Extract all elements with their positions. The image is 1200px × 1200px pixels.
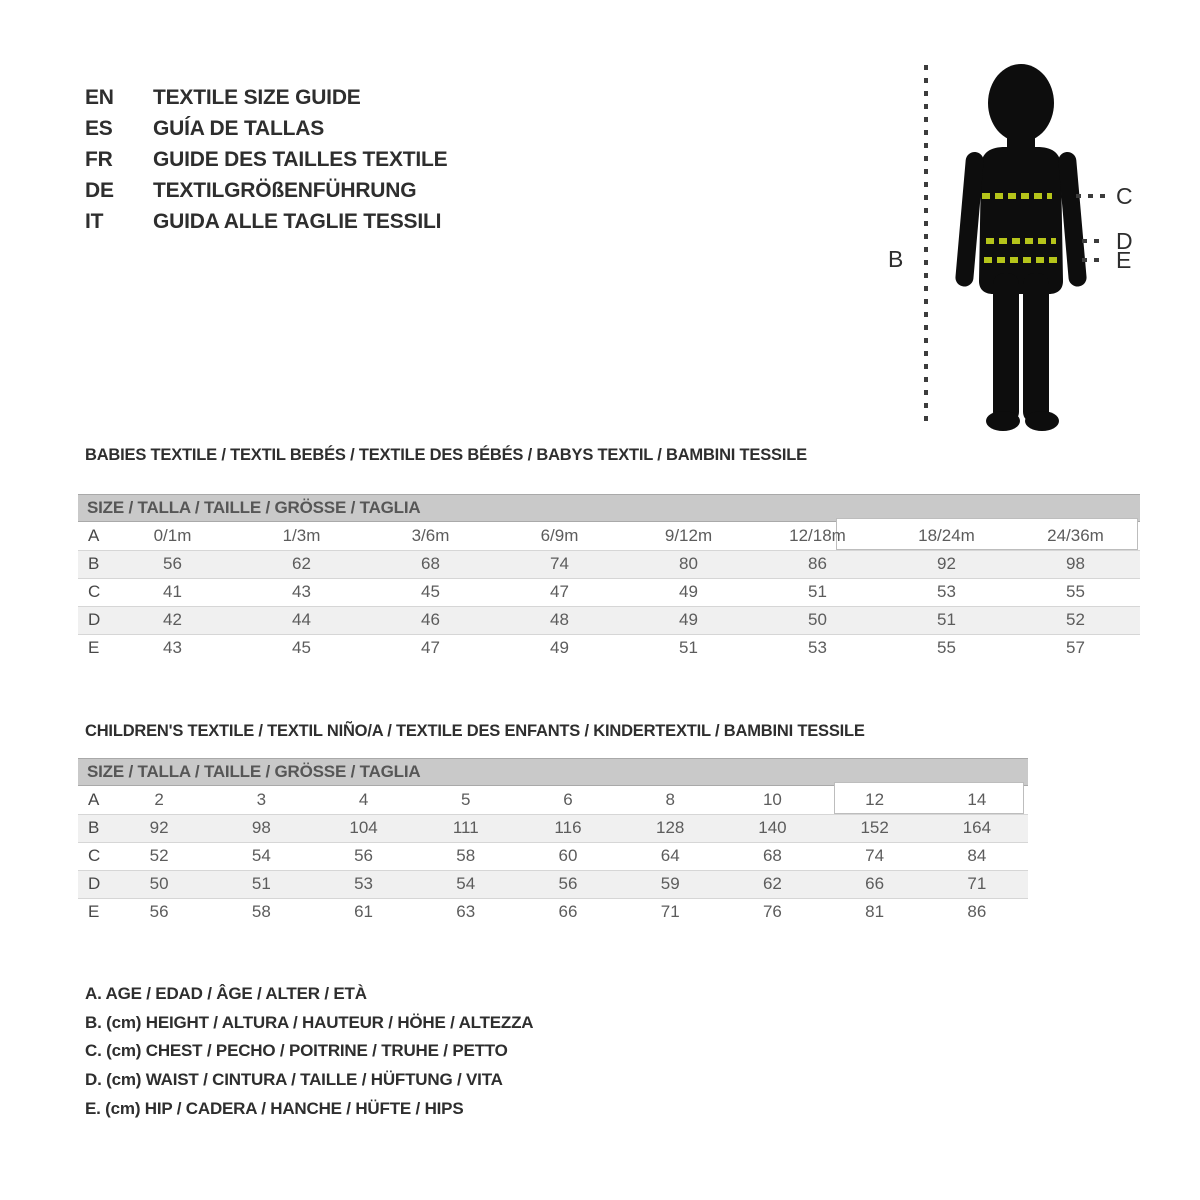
size-value-cell: 164: [926, 814, 1028, 842]
size-value-cell: 3: [256, 789, 267, 809]
size-value-cell: 6/9m: [540, 525, 579, 545]
babies-table-title: BABIES TEXTILE / TEXTIL BEBÉS / TEXTILE DES BÉBÉS / BABYS TEXTIL / BAMBINI TESSILE: [85, 446, 807, 464]
row-letter-label: D: [78, 870, 108, 898]
size-table-row: [78, 842, 1028, 870]
size-value-cell: 92: [882, 550, 1011, 578]
size-value-cell: 56: [108, 550, 237, 578]
babies-size-grid: [78, 522, 1140, 662]
language-title: TEXTILGRÖßENFÜHRUNG: [153, 179, 417, 202]
children-size-grid: [78, 786, 1028, 926]
size-value-cell: 0/1m: [153, 525, 192, 545]
size-value-cell: 53: [882, 578, 1011, 606]
size-value-cell: 3/6m: [411, 525, 450, 545]
size-value-cell: 53: [753, 634, 882, 662]
language-code: DE: [85, 179, 114, 202]
size-value-cell: 140: [721, 814, 823, 842]
size-value-cell: 56: [108, 898, 210, 926]
size-value-cell: 61: [312, 898, 414, 926]
size-value-cell: 55: [1011, 578, 1140, 606]
size-value-cell: 10: [762, 789, 782, 809]
waist-label-d: D: [1116, 228, 1133, 254]
size-value-cell: 64: [619, 842, 721, 870]
size-value-cell: 51: [753, 578, 882, 606]
size-value-cell: 49: [495, 634, 624, 662]
babies-table-header: SIZE / TALLA / TAILLE / GRÖSSE / TAGLIA: [78, 494, 1140, 522]
children-table-title: CHILDREN'S TEXTILE / TEXTIL NIÑO/A / TEXTILE DES ENFANTS / KINDERTEXTIL / BAMBINI TESSILE: [85, 722, 865, 740]
size-value-cell: 47: [366, 634, 495, 662]
children-size-table: [78, 758, 1028, 926]
size-value-cell: 86: [753, 550, 882, 578]
size-value-cell: 48: [495, 606, 624, 634]
legend-line: E. (cm) HIP / CADERA / HANCHE / HÜFTE / HIPS: [85, 1098, 464, 1118]
size-value-cell: 152: [824, 814, 926, 842]
size-value-cell: 58: [415, 842, 517, 870]
size-table-row: [78, 814, 1028, 842]
size-value-cell: 14: [967, 789, 987, 809]
size-value-cell: 58: [210, 898, 312, 926]
size-value-cell: 81: [824, 898, 926, 926]
size-value-cell: 49: [624, 606, 753, 634]
language-code: IT: [85, 210, 104, 233]
row-letter-label: B: [78, 814, 108, 842]
size-value-cell: 50: [753, 606, 882, 634]
language-title-block: [85, 82, 447, 237]
size-table-row: [78, 786, 1028, 814]
size-value-cell: 8: [665, 789, 675, 809]
child-silhouette: [955, 64, 1088, 431]
row-letter-label: C: [78, 578, 108, 606]
size-value-cell: 52: [108, 842, 210, 870]
size-value-cell: 74: [824, 842, 926, 870]
size-value-cell: 86: [926, 898, 1028, 926]
size-value-cell: 54: [415, 870, 517, 898]
language-row: [85, 144, 447, 175]
size-value-cell: 52: [1011, 606, 1140, 634]
size-table-row: [78, 578, 1140, 606]
size-table-row: [78, 606, 1140, 634]
size-value-cell: 68: [721, 842, 823, 870]
size-value-cell: 104: [312, 814, 414, 842]
size-value-cell: 92: [108, 814, 210, 842]
language-row: [85, 206, 447, 237]
size-value-cell: 56: [312, 842, 414, 870]
size-value-cell: 1/3m: [282, 525, 321, 545]
language-title: GUIDE DES TAILLES TEXTILE: [153, 148, 448, 171]
legend-line: B. (cm) HEIGHT / ALTURA / HAUTEUR / HÖHE / ALTEZZA: [85, 1012, 534, 1032]
size-value-cell: 45: [366, 578, 495, 606]
size-value-cell: 57: [1011, 634, 1140, 662]
size-value-cell: 43: [237, 578, 366, 606]
row-letter-label: E: [78, 898, 108, 926]
language-title: GUÍA DE TALLAS: [153, 117, 325, 140]
size-value-cell: 116: [517, 814, 619, 842]
language-code: FR: [85, 148, 113, 171]
child-silhouette-figure: [860, 55, 1160, 435]
size-value-cell: 12: [865, 789, 885, 809]
size-value-cell: 74: [495, 550, 624, 578]
size-value-cell: 71: [619, 898, 721, 926]
size-value-cell: 2: [154, 789, 164, 809]
children-table-header: SIZE / TALLA / TAILLE / GRÖSSE / TAGLIA: [78, 758, 1028, 786]
legend-line: D. (cm) WAIST / CINTURA / TAILLE / HÜFTUNG / VITA: [85, 1070, 503, 1090]
size-value-cell: 55: [882, 634, 1011, 662]
size-value-cell: 59: [619, 870, 721, 898]
legend-line: C. (cm) CHEST / PECHO / POITRINE / TRUHE / PETTO: [85, 1041, 508, 1061]
size-value-cell: 47: [495, 578, 624, 606]
chest-label-c: C: [1116, 183, 1133, 209]
language-code: EN: [85, 86, 114, 109]
size-value-cell: 111: [415, 814, 517, 842]
size-value-cell: 76: [721, 898, 823, 926]
size-value-cell: 9/12m: [664, 525, 713, 545]
size-value-cell: 44: [237, 606, 366, 634]
row-letter-label: C: [78, 842, 108, 870]
language-row: [85, 175, 447, 206]
size-value-cell: 62: [721, 870, 823, 898]
size-value-cell: 80: [624, 550, 753, 578]
size-value-cell: 71: [926, 870, 1028, 898]
language-title: GUIDA ALLE TAGLIE TESSILI: [153, 210, 442, 233]
size-value-cell: 63: [415, 898, 517, 926]
hip-label-e: E: [1116, 247, 1132, 273]
size-value-cell: 45: [237, 634, 366, 662]
size-value-cell: 5: [461, 789, 471, 809]
size-value-cell: 84: [926, 842, 1028, 870]
size-value-cell: 49: [624, 578, 753, 606]
size-value-cell: 42: [108, 606, 237, 634]
size-value-cell: 54: [210, 842, 312, 870]
size-value-cell: 66: [517, 898, 619, 926]
size-value-cell: 60: [517, 842, 619, 870]
size-table-row: [78, 898, 1028, 926]
size-table-row: [78, 550, 1140, 578]
size-value-cell: 51: [210, 870, 312, 898]
size-value-cell: 98: [210, 814, 312, 842]
language-code: ES: [85, 117, 113, 140]
size-value-cell: 43: [108, 634, 237, 662]
size-value-cell: 46: [366, 606, 495, 634]
size-table-row: [78, 522, 1140, 550]
language-title: TEXTILE SIZE GUIDE: [153, 86, 361, 109]
size-table-row: [78, 634, 1140, 662]
size-value-cell: 56: [517, 870, 619, 898]
size-table-row: [78, 870, 1028, 898]
size-value-cell: 51: [624, 634, 753, 662]
size-value-cell: 41: [108, 578, 237, 606]
measurement-figure: [860, 55, 1160, 435]
size-value-cell: 6: [563, 789, 573, 809]
legend-line: A. AGE / EDAD / ÂGE / ALTER / ETÀ: [85, 984, 367, 1003]
size-value-cell: 12/18m: [789, 525, 846, 545]
row-letter-label: B: [78, 550, 108, 578]
size-value-cell: 53: [312, 870, 414, 898]
row-letter-label: E: [78, 634, 108, 662]
row-letter-label: A: [88, 789, 100, 809]
size-value-cell: 66: [824, 870, 926, 898]
size-value-cell: 4: [358, 789, 369, 809]
size-value-cell: 51: [882, 606, 1011, 634]
size-value-cell: 62: [237, 550, 366, 578]
size-value-cell: 68: [366, 550, 495, 578]
row-letter-label: D: [78, 606, 108, 634]
height-label-b: B: [888, 246, 904, 272]
size-value-cell: 128: [619, 814, 721, 842]
language-row: [85, 113, 447, 144]
size-value-cell: 24/36m: [1047, 525, 1104, 545]
measurement-legend: [85, 980, 533, 1123]
size-value-cell: 18/24m: [918, 525, 975, 545]
row-letter-label: A: [88, 525, 100, 545]
size-value-cell: 50: [108, 870, 210, 898]
size-value-cell: 98: [1011, 550, 1140, 578]
language-row: [85, 82, 447, 113]
babies-size-table: [78, 494, 1140, 662]
